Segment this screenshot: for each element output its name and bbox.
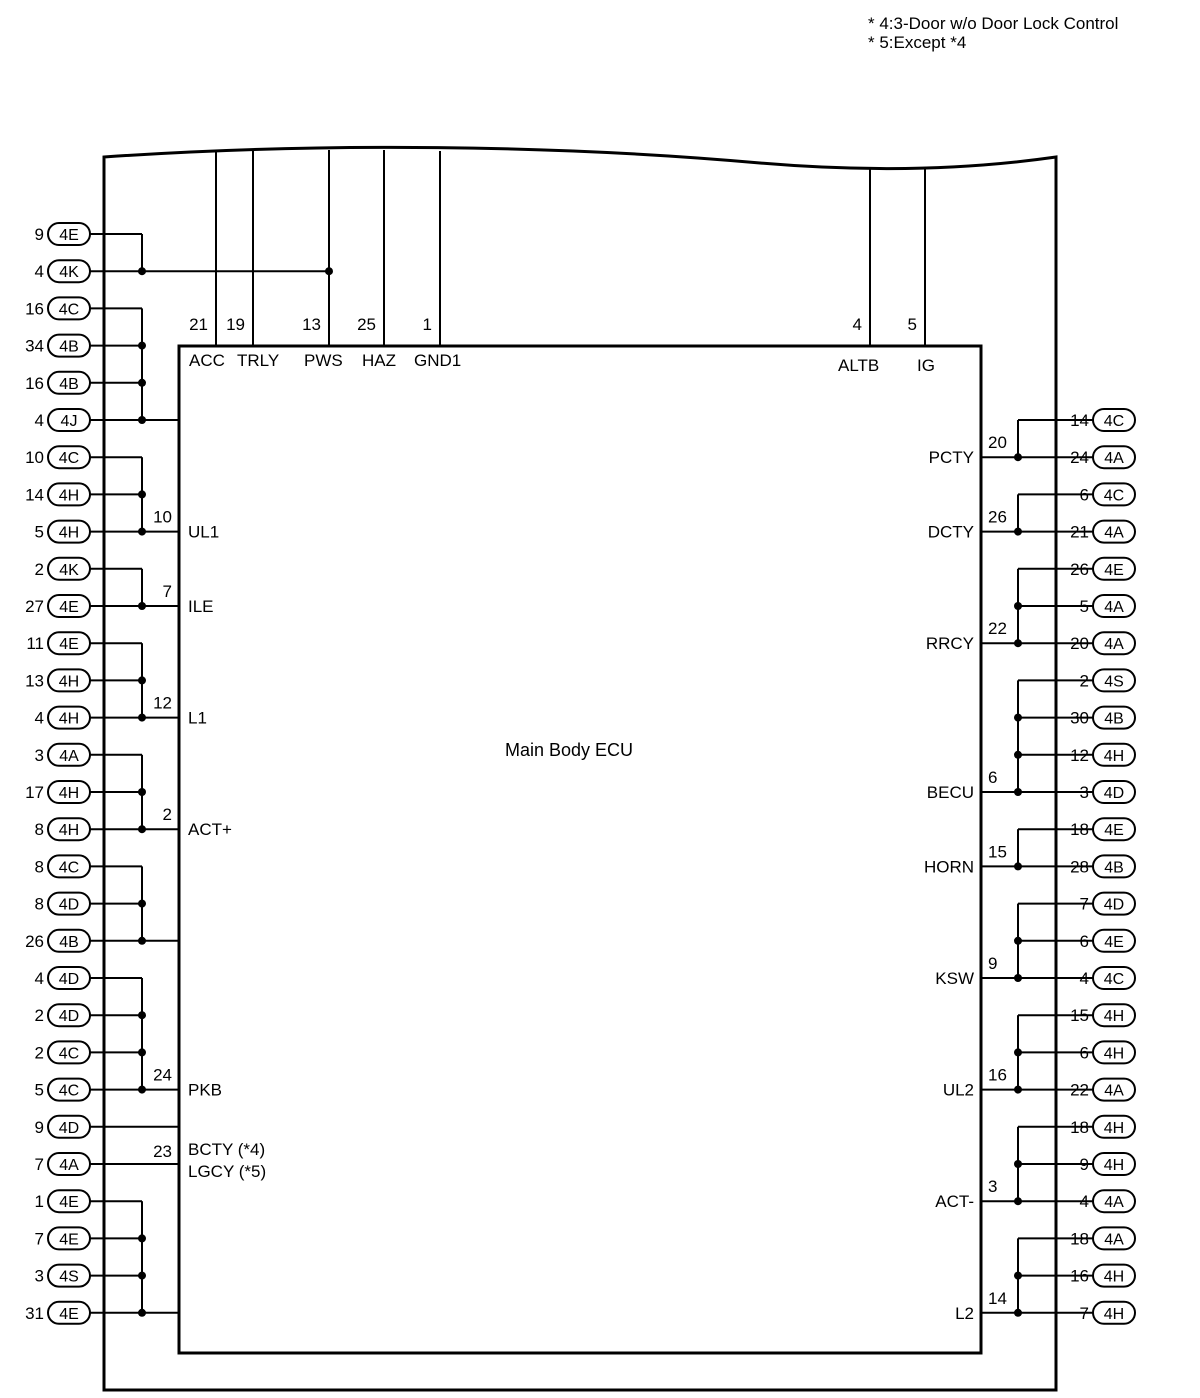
connector-id: 4C [58, 1045, 80, 1063]
pin-name: L1 [188, 708, 207, 728]
connector-id: 4C [1103, 413, 1125, 430]
connector-id: 4C [58, 1082, 80, 1100]
connector-id: 4C [1103, 971, 1125, 988]
terminal-number: 4 [34, 969, 44, 988]
terminal-number: 2 [34, 559, 44, 579]
connector-id: 4B [59, 338, 79, 356]
pin-name: BECU [926, 783, 974, 802]
pin-number: 15 [988, 842, 1007, 862]
terminal-number: 28 [1070, 857, 1089, 877]
junction-dot [138, 267, 146, 275]
connector-id: 4E [1104, 822, 1124, 840]
pin-name: LGCY (*5) [188, 1161, 267, 1181]
connector-id: 4H [1103, 1157, 1125, 1174]
terminal-number: 31 [25, 1303, 44, 1323]
ecu-box [179, 346, 981, 1353]
pin-name: HAZ [362, 351, 396, 370]
pin-number: 12 [153, 693, 172, 713]
connector-id: 4S [59, 1268, 79, 1286]
terminal-number: 8 [34, 894, 44, 914]
terminal-number: 3 [34, 745, 44, 765]
pin-name: IG [917, 356, 935, 375]
pin-number: 5 [907, 315, 917, 334]
note-except: * 5:Except *4 [868, 33, 967, 52]
terminal-number: 10 [25, 448, 44, 468]
pin-number: 21 [189, 315, 208, 334]
connector-id: 4D [58, 971, 80, 988]
connector-id: 4A [1104, 636, 1124, 654]
pin-number: 2 [162, 805, 172, 825]
pin-name: ILE [188, 597, 214, 616]
terminal-number: 5 [34, 522, 44, 542]
terminal-number: 8 [34, 857, 44, 877]
connector-id: 4A [1104, 450, 1124, 468]
pin-number: 3 [988, 1177, 998, 1197]
pin-name: ALTB [838, 356, 880, 375]
terminal-number: 4 [1079, 969, 1089, 988]
terminal-number: 17 [25, 783, 44, 802]
connector-id: 4E [59, 227, 79, 244]
pin-number: 4 [852, 315, 862, 334]
terminal-number: 16 [25, 373, 44, 393]
connector-id: 4H [1103, 1305, 1125, 1323]
pin-number: 9 [988, 954, 998, 973]
pin-name: BCTY (*4) [188, 1139, 266, 1159]
terminal-number: 4 [1079, 1192, 1089, 1212]
pin-number: 25 [357, 315, 376, 334]
connector-id: 4E [59, 1305, 79, 1323]
terminal-number: 4 [34, 411, 44, 430]
terminal-number: 34 [25, 336, 44, 356]
terminal-number: 9 [34, 225, 44, 244]
pin-name: PKB [188, 1080, 223, 1100]
pin-name: TRLY [237, 351, 280, 370]
pin-number: 23 [153, 1141, 172, 1161]
terminal-number: 3 [1079, 783, 1089, 802]
terminal-number: 18 [1070, 820, 1089, 840]
terminal-number: 14 [1070, 411, 1089, 430]
connector-id: 4C [58, 450, 80, 468]
connector-id: 4H [1103, 1119, 1125, 1137]
connector-id: 4H [1103, 747, 1125, 765]
terminal-number: 4 [34, 708, 44, 728]
terminal-number: 5 [34, 1080, 44, 1100]
connector-id: 4H [58, 673, 80, 691]
pin-number: 19 [226, 315, 245, 334]
terminal-number: 13 [25, 671, 44, 691]
connector-id: 4B [59, 375, 79, 393]
connector-id: 4D [58, 896, 80, 914]
terminal-number: 27 [25, 597, 44, 616]
connector-id: 4A [1104, 599, 1124, 616]
pin-name: RRCY [925, 634, 974, 654]
connector-id: 4H [58, 822, 80, 840]
pin-name: UL2 [942, 1080, 974, 1100]
pin-number: 22 [988, 619, 1007, 639]
connector-id: 4A [1104, 1194, 1124, 1212]
connector-id: 4D [1103, 785, 1125, 802]
terminal-number: 9 [34, 1117, 44, 1137]
terminal-number: 7 [34, 1155, 44, 1174]
connector-id: 4A [59, 747, 79, 765]
connector-id: 4A [59, 1157, 79, 1174]
connector-id: 4C [58, 859, 80, 877]
connector-id: 4H [58, 785, 80, 802]
pin-number: 16 [988, 1065, 1007, 1085]
connector-id: 4A [1104, 524, 1124, 542]
connector-id: 4B [59, 933, 79, 951]
connector-id: 4E [1104, 561, 1124, 579]
pin-number: 6 [988, 768, 998, 787]
pin-number: 13 [302, 315, 321, 334]
connector-id: 4K [59, 561, 79, 579]
connector-id: 4D [58, 1119, 80, 1137]
connector-id: 4H [1103, 1008, 1125, 1026]
ecu-label: Main Body ECU [504, 740, 634, 760]
pin-number: 26 [988, 507, 1007, 527]
pin-name: ACT- [935, 1192, 974, 1212]
terminal-number: 30 [1070, 708, 1089, 728]
terminal-number: 18 [1070, 1117, 1089, 1137]
connector-id: 4D [1103, 896, 1125, 914]
terminal-number: 15 [1070, 1006, 1089, 1026]
pin-number: 10 [153, 507, 172, 527]
connector-id: 4B [1104, 859, 1124, 877]
terminal-number: 16 [25, 299, 44, 319]
connector-id: 4H [58, 487, 80, 505]
pin-number: 14 [988, 1288, 1007, 1308]
terminal-number: 26 [1070, 559, 1089, 579]
pin-name: KSW [935, 969, 974, 988]
pin-name: ACT+ [188, 820, 232, 840]
pin-number: 24 [153, 1065, 172, 1085]
connector-id: 4H [58, 524, 80, 542]
pin-number: 20 [988, 433, 1007, 453]
connector-id: 4K [59, 264, 79, 282]
connector-id: 4E [59, 1194, 79, 1212]
connector-id: 4D [58, 1008, 80, 1026]
connector-id: 4A [1104, 1082, 1124, 1100]
terminal-number: 7 [1079, 1303, 1089, 1323]
pin-name: UL1 [188, 522, 220, 542]
terminal-number: 9 [1079, 1155, 1089, 1174]
terminal-number: 6 [1079, 485, 1089, 505]
terminal-number: 16 [1070, 1266, 1089, 1286]
note-door-lock: * 4:3-Door w/o Door Lock Control [868, 14, 1119, 33]
terminal-number: 7 [34, 1229, 44, 1249]
connector-id: 4S [1104, 673, 1124, 691]
connector-id: 4E [59, 1231, 79, 1249]
terminal-number: 11 [26, 634, 44, 654]
terminal-number: 24 [1070, 448, 1089, 468]
pin-name: ACC [189, 351, 225, 370]
connector-id: 4C [58, 301, 80, 319]
terminal-number: 14 [25, 485, 44, 505]
connector-id: 4H [58, 710, 80, 728]
terminal-number: 3 [34, 1266, 44, 1286]
connector-id: 4E [59, 636, 79, 654]
pin-name: L2 [955, 1303, 974, 1323]
terminal-number: 26 [25, 931, 44, 951]
terminal-number: 12 [1070, 745, 1089, 765]
terminal-number: 22 [1070, 1080, 1089, 1100]
terminal-number: 4 [34, 262, 44, 282]
terminal-number: 20 [1070, 634, 1089, 654]
terminal-number: 21 [1070, 522, 1089, 542]
terminal-number: 18 [1070, 1229, 1089, 1249]
terminal-number: 2 [1079, 671, 1089, 691]
terminal-number: 1 [34, 1192, 44, 1212]
terminal-number: 5 [1079, 597, 1089, 616]
pin-name: HORN [923, 857, 974, 877]
connector-id: 4A [1104, 1231, 1124, 1249]
terminal-number: 6 [1079, 931, 1089, 951]
connector-id: 4H [1103, 1268, 1125, 1286]
pin-name: PCTY [928, 448, 974, 468]
connector-id: 4E [59, 599, 79, 616]
terminal-number: 2 [34, 1006, 44, 1026]
terminal-number: 6 [1079, 1043, 1089, 1063]
pin-number: 1 [422, 315, 432, 334]
connector-id: 4C [1103, 487, 1125, 505]
terminal-number: 2 [34, 1043, 44, 1063]
connector-id: 4H [1103, 1045, 1125, 1063]
labels [25, 223, 1135, 1324]
pin-name: PWS [304, 351, 343, 370]
pin-number: 7 [162, 582, 172, 601]
connector-id: 4E [1104, 933, 1124, 951]
connector-id: 4B [1104, 710, 1124, 728]
pin-name: GND1 [414, 351, 462, 370]
pin-name: DCTY [927, 522, 974, 542]
terminal-number: 8 [34, 820, 44, 840]
terminal-number: 7 [1079, 894, 1089, 914]
connector-id: 4J [60, 413, 78, 430]
